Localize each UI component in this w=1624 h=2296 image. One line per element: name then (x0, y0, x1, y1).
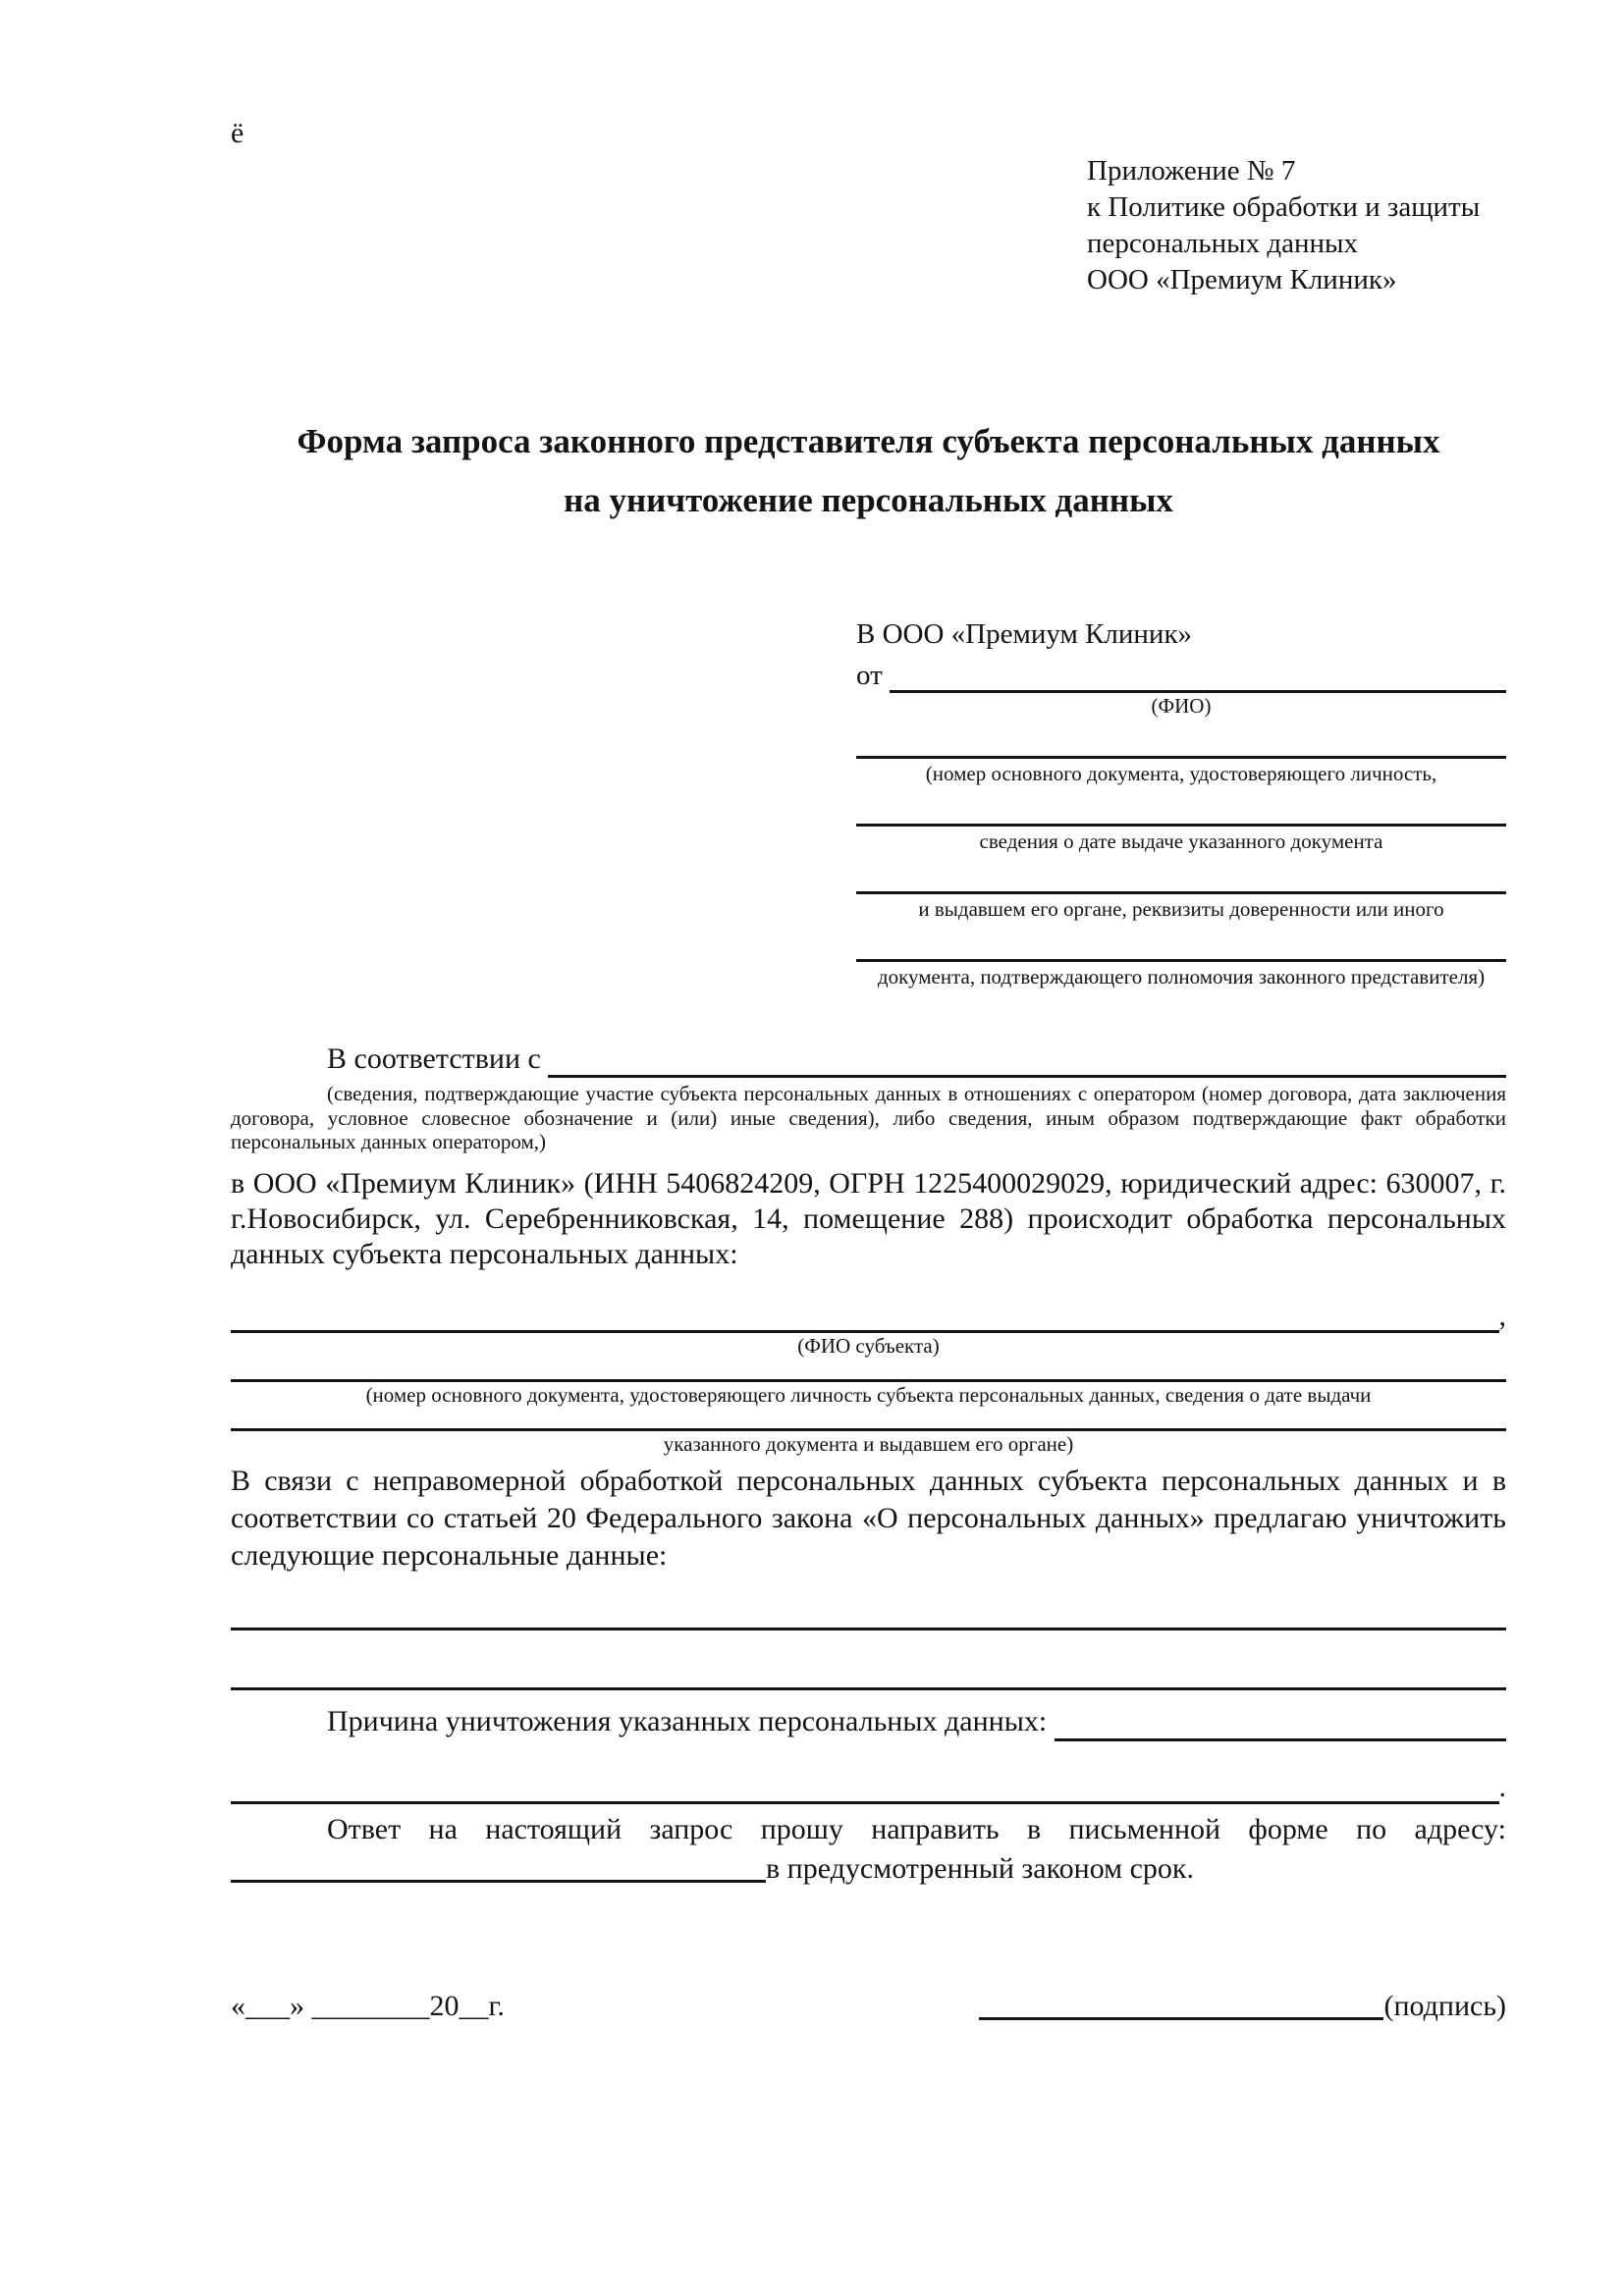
data-blank-line (231, 1668, 1506, 1690)
signature-blank-field (979, 2016, 1383, 2020)
fio-caption: (ФИО) (1151, 694, 1212, 718)
from-row (856, 658, 1506, 693)
field-caption: (номер основного документа, удостоверяющего личность, (925, 762, 1437, 785)
subject-doc-blank-field (231, 1378, 1506, 1382)
unlawful-paragraph: В связи с неправомерной обработкой персональных данных субъекта персональных данных и в соответствии со статьей 20 Федерального закона «О персональных данных» предлагаю уничтожить следующие персональные данные: (231, 1464, 1506, 1572)
field-caption: сведения о дате выдаче указанного документа (979, 829, 1383, 853)
according-caption: (сведения, подтверждающие участие субъекта персональных данных в отношениях с оператором (номер договора, дата заключения договора, условное словесное обозначение и (или) иные сведения), либо сведения, иным образом подтверждающие факт обработки персональных данных оператором,) (231, 1082, 1506, 1153)
subject-fio-blank-field (231, 1329, 1499, 1333)
reply-address-row (231, 1849, 1506, 1889)
subject-fio-row (231, 1300, 1506, 1333)
field-pair (856, 932, 1506, 989)
from-label: от (856, 660, 891, 691)
data-blank-line (231, 1608, 1506, 1630)
appendix-line: ООО «Премиум Клиник» (1087, 264, 1397, 295)
date-line: «___» ________20__г. (231, 1989, 505, 2022)
field-pair (856, 728, 1506, 786)
appendix-line: персональных данных (1087, 228, 1359, 259)
trailing-period: . (1498, 1770, 1506, 1803)
appendix-line: к Политике обработки и защиты (1087, 191, 1481, 223)
according-blank-field (548, 1074, 1506, 1078)
blank-field-line (856, 796, 1506, 827)
appendix-block (1087, 153, 1506, 298)
signature-group (979, 1987, 1506, 2026)
blank-field-line (856, 728, 1506, 759)
footer-row (231, 1987, 1506, 2026)
subject-doc-row2 (231, 1427, 1506, 1431)
subject-fio-caption: (ФИО субъекта) (797, 1333, 940, 1358)
reason-row (231, 1702, 1506, 1741)
reply-paragraph: Ответ на настоящий запрос прошу направить в письменной форме по адресу: (327, 1812, 1506, 1845)
blank-field-line (856, 864, 1506, 894)
field-pair (856, 796, 1506, 854)
reply-tail-text: в предусмотренный законом срок. (766, 1851, 1194, 1885)
subject-doc-caption: (номер основного документа, удостоверяющего личность субъекта персональных данных, сведения о дате выдачи (365, 1382, 1372, 1407)
according-label: В соответствии с (327, 1042, 549, 1075)
subject-doc-blank-field2 (231, 1427, 1506, 1431)
stray-char: ё (231, 117, 244, 149)
blank-field-line (856, 932, 1506, 962)
document-title (231, 412, 1506, 530)
field-caption: и выдавшем его органе, реквизиты доверенности или иного (918, 897, 1444, 921)
subject-doc-caption2: указанного документа и выдавшем его органе) (663, 1431, 1074, 1456)
trailing-comma: , (1498, 1299, 1506, 1332)
reason-blank-field (1055, 1737, 1506, 1741)
field-pair (856, 864, 1506, 922)
operator-paragraph: в ООО «Премиум Клиник» (ИНН 5406824209, ОГРН 1225400029029, юридический адрес: 630007, г. г.Новосибирск, ул. Серебренниковская, 14, помещение 288) происходит обработка персональных данных субъекта персональных данных: (231, 1166, 1506, 1270)
address-blank-field (231, 1879, 766, 1883)
reason-continuation-row (231, 1771, 1506, 1804)
reason-label: Причина уничтожения указанных персональных данных: (327, 1704, 1055, 1737)
according-row (231, 1041, 1506, 1078)
subject-doc-row (231, 1378, 1506, 1382)
addressee-to: В ООО «Премиум Клиник» (856, 618, 1193, 650)
appendix-line: Приложение № 7 (1087, 155, 1296, 187)
signature-caption: (подпись) (1383, 1989, 1506, 2022)
document-title-line2: на уничтожение персональных данных (564, 481, 1173, 519)
field-caption: документа, подтверждающего полномочия законного представителя) (877, 965, 1486, 988)
reason-blank-field2 (231, 1800, 1499, 1804)
document-title-line1: Форма запроса законного представителя субъекта персональных данных (297, 422, 1440, 460)
addressee-block (856, 614, 1506, 989)
